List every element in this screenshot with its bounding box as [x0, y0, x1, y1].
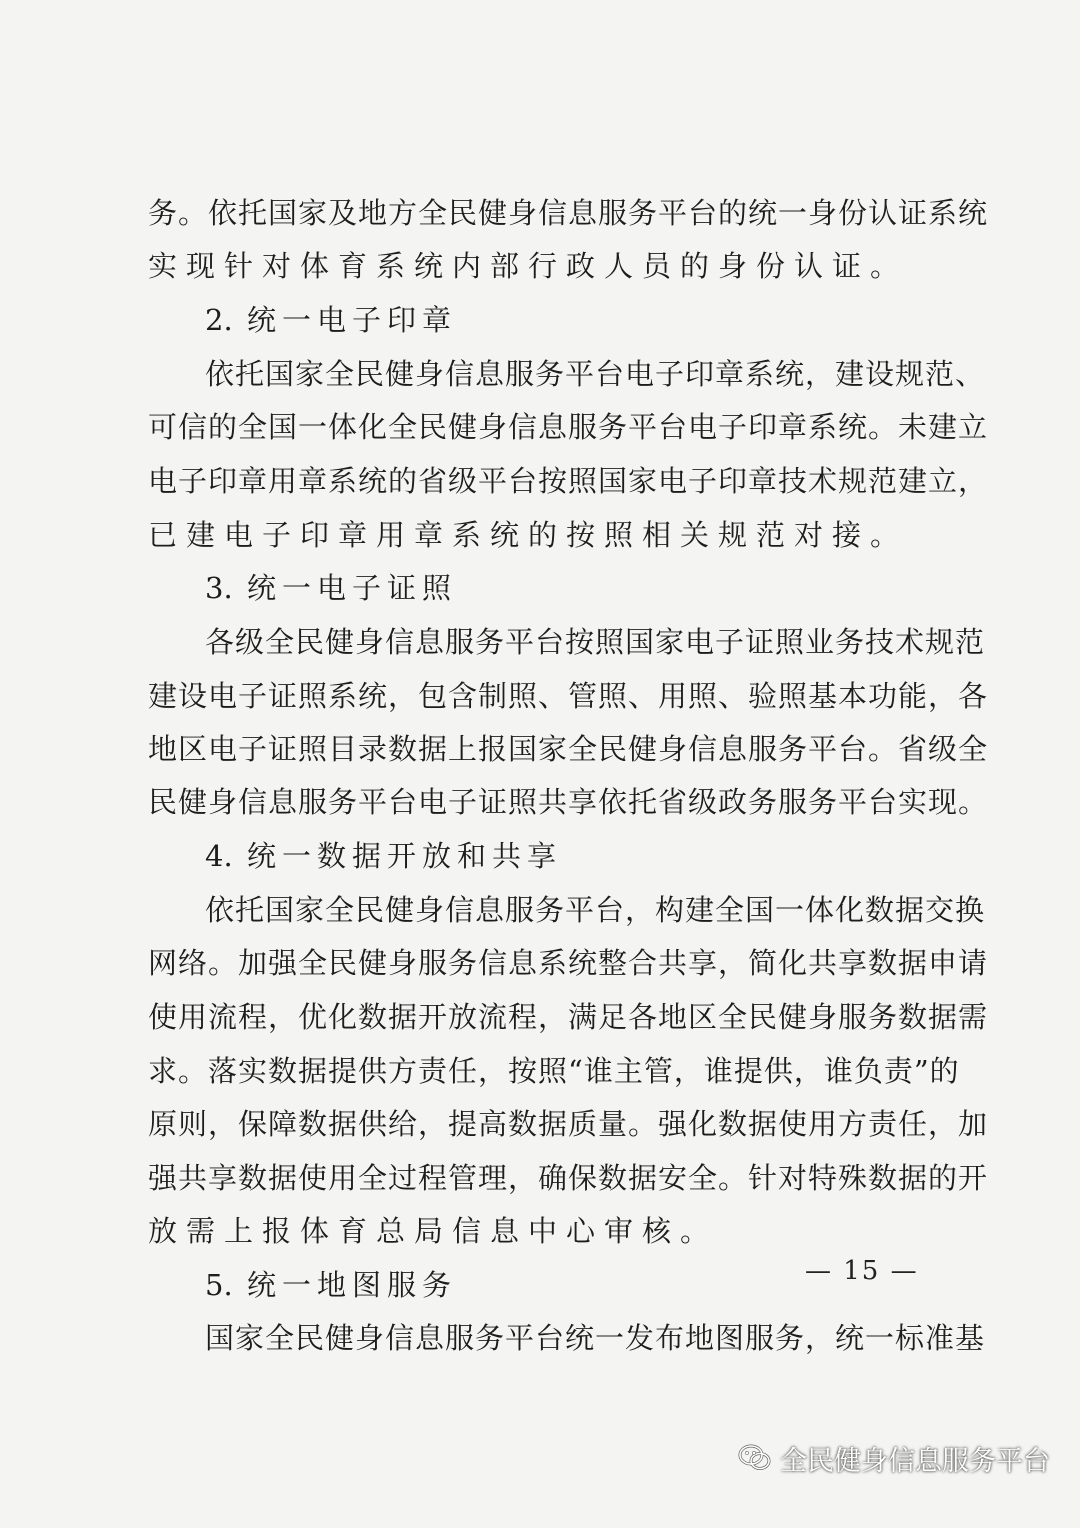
body-line: 求。落实数据提供方责任，按照“谁主管，谁提供，谁负责”的 — [148, 1054, 960, 1088]
body-line: 各级全民健身信息服务平台按照国家电子证照业务技术规范 — [205, 625, 986, 659]
body-line: 实现针对体育系统内部行政人员的身份认证。 — [148, 249, 909, 283]
watermark — [738, 1438, 1050, 1478]
body-line: 网络。加强全民健身服务信息系统整合共享，简化共享数据申请 — [148, 946, 989, 980]
body-line: 地区电子证照目录数据上报国家全民健身信息服务平台。省级全 — [148, 732, 989, 766]
body-line: 可信的全国一体化全民健身信息服务平台电子印章系统。未建立 — [148, 410, 989, 444]
section-number: 3. — [205, 571, 233, 605]
body-line: 依托国家全民健身信息服务平台，构建全国一体化数据交换 — [205, 893, 986, 927]
body-line: 原则，保障数据供给，提高数据质量。强化数据使用方责任，加 — [148, 1107, 989, 1141]
section-number: 2. — [205, 303, 233, 337]
section-heading — [205, 1265, 457, 1305]
section-title: 统一电子证照 — [247, 571, 458, 605]
page-number: — 15 — — [805, 1256, 919, 1286]
body-line: 依托国家全民健身信息服务平台电子印章系统，建设规范、 — [205, 357, 986, 391]
section-heading — [205, 300, 457, 340]
body-line: 放需上报体育总局信息中心审核。 — [148, 1214, 719, 1248]
section-title: 统一电子印章 — [247, 303, 458, 337]
body-line: 建设电子证照系统，包含制照、管照、用照、验照基本功能，各 — [148, 679, 989, 713]
body-line: 已建电子印章用章系统的按照相关规范对接。 — [148, 518, 909, 552]
section-heading — [205, 836, 562, 876]
wechat-icon — [738, 1443, 772, 1473]
section-heading — [205, 568, 457, 608]
section-title: 统一数据开放和共享 — [247, 839, 563, 873]
section-number: 5. — [205, 1268, 233, 1302]
section-number: 4. — [205, 839, 233, 873]
body-line: 使用流程，优化数据开放流程，满足各地区全民健身服务数据需 — [148, 1000, 989, 1034]
body-line: 电子印章用章系统的省级平台按照国家电子印章技术规范建立， — [148, 464, 989, 498]
body-line: 民健身信息服务平台电子证照共享依托省级政务服务平台实现。 — [148, 785, 989, 819]
watermark-text: 全民健身信息服务平台 — [780, 1445, 1050, 1477]
body-line: 国家全民健身信息服务平台统一发布地图服务，统一标准基 — [205, 1321, 986, 1355]
body-line: 务。依托国家及地方全民健身信息服务平台的统一身份认证系统 — [148, 196, 989, 230]
section-title: 统一地图服务 — [247, 1268, 458, 1302]
body-line: 强共享数据使用全过程管理，确保数据安全。针对特殊数据的开 — [148, 1161, 989, 1195]
